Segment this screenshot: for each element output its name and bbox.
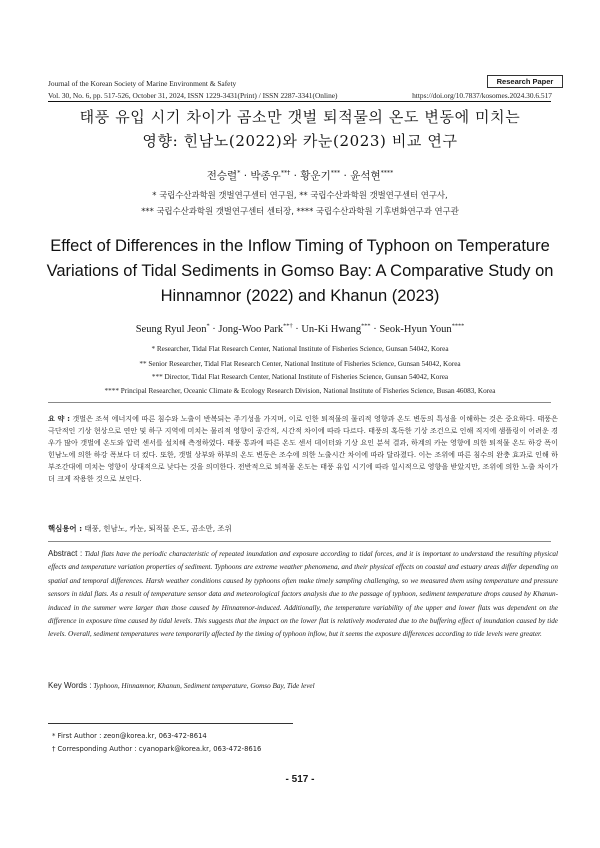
korean-title-line-1: 태풍 유입 시기 차이가 곰소만 갯벌 퇴적물의 온도 변동에 미치는 — [79, 108, 521, 126]
doi-link[interactable]: https://doi.org/10.7837/kosomes.2024.30.6.517 — [412, 91, 552, 100]
korean-authors: 전승렬* · 박종우**† · 황운기*** · 윤석현**** — [206, 169, 394, 182]
korean-abstract-text: 갯벌은 조석 에너지에 따른 침수와 노출이 반복되는 주기성을 가지며, 이로 인한 퇴적물의 물리적 영향과 온도 변동의 특성을 이해하는 것은 중요하다. 태풍은 극단적인 기상 현상으로 연안 및 하구 지역에 미치는 물리적 영향이 공간적, 시간적 차이에 따라 다르다. 태풍의 혹독한 기상 조건으로 인해 직지에 샘플링이 어려운 경우가 많아 갯벌에 온도와 압력 센서를 설치해 측정하였다. 태풍 통과에 따른 온도 센서 데이터와 기상 요인 분석 결과, 하계의 카눈 영향에 의한 퇴적물 온도 하강 폭이 힌남노에 의한 하강 폭보다 더 컸다. 또한, 갯벌 상부와 하부의 온도 변동은 조수에 의한 노출시간 차이에 따라 달라졌다. 이는 조위에 따른 침수의 완충 효과로 인해 하부조간대에 미치는 영향이 상대적으로 낮다는 것을 의미한다. 전반적으로 퇴적물 온도는 태풍 유입 시기에 따라 일시적으로 영향을 받았지만, 조위에 의한 노출 차이가 더 크게 작용한 것으로 보인다. — [48, 414, 558, 483]
header-rule — [48, 101, 551, 102]
english-title-line-2: Variations of Tidal Sediments in Gomso Bay: A Comparative Study on — [46, 262, 554, 280]
english-authors: Seung Ryul Jeon* · Jong-Woo Park**† · Un-Ki Hwang*** · Seok-Hyun Youn**** — [135, 322, 465, 335]
article-type-badge: Research Paper — [487, 75, 563, 88]
english-abstract — [48, 547, 558, 642]
footnote-rule — [48, 723, 293, 724]
english-affiliation-2: ** Senior Researcher, Tidal Flat Research Center, National Institute of Fisheries Science, Gunsan 54042, Korea — [139, 360, 461, 368]
korean-affiliation-2: *** 국립수산과학원 갯벌연구센터 센터장, **** 국립수산과학원 기후변화연구과 연구관 — [141, 206, 459, 216]
korean-title-line-2: 영향: 힌남노(2022)와 카눈(2023) 비교 연구 — [142, 132, 458, 150]
english-title-line-3: Hinnamnor (2022) and Khanun (2023) — [160, 287, 440, 305]
korean-keywords-label: 핵심용어 : — [48, 524, 83, 533]
abstract-divider — [48, 541, 551, 542]
english-author-1: Seung Ryul Jeon* — [135, 322, 210, 335]
korean-author-1: 전승렬* — [206, 169, 241, 182]
korean-abstract — [48, 413, 558, 484]
english-title-line-1: Effect of Differences in the Inflow Timing of Typhoon on Temperature — [50, 237, 550, 255]
english-affiliation-1: * Researcher, Tidal Flat Research Center, National Institute of Fisheries Science, Gunsan 54042, Korea — [151, 345, 449, 353]
korean-affiliation-1: * 국립수산과학원 갯벌연구센터 연구원, ** 국립수산과학원 갯벌연구센터 연구사, — [152, 190, 448, 200]
korean-author-2: 박종우**† — [250, 169, 291, 182]
english-abstract-label: Abstract : — [48, 549, 83, 558]
korean-keywords — [48, 523, 232, 534]
english-affiliation-4: **** Principal Researcher, Oceanic Climate & Ecology Research Division, National Institute of Fisheries Science, Busan 46083, Korea — [104, 387, 496, 395]
korean-author-4: 윤석현**** — [350, 169, 394, 182]
korean-author-3: 황운기*** — [300, 169, 341, 182]
english-keywords-text: Typhoon, Hinnamnor, Khanun, Sediment temperature, Gomso Bay, Tide level — [93, 682, 315, 690]
korean-abstract-label: 요 약 : — [48, 414, 70, 423]
english-keywords-label: Key Words : — [48, 681, 92, 690]
citation-line: Vol. 30, No. 6, pp. 517-526, October 31, 2024, ISSN 1229-3431(Print) / ISSN 2287-3341(Online) — [48, 91, 338, 100]
english-author-3: Un-Ki Hwang*** — [301, 322, 371, 335]
page-number: - 517 - — [285, 774, 315, 785]
english-abstract-text: Tidal flats have the periodic characteristic of repeated inundation and exposure according to tidal forces, and it is important to understand the resulting physical effects and temperature variation properties of sediment. Typhoons are extreme weather phenomena, and their physical effects on coastal and estuary areas differ depending on spatial and temporal differences. Harsh weather conditions caused by typhoons often make timely sampling challenging, so we measured them using temperature and pressure sensors in tidal flats. As a result of temperature sensor data and meteorological factors analysis due to the passage of typhoon, sediment temperature drops caused by Khanun-induced in the summer were larger than those caused by Hinnamnor-induced. Additionally, the temperature variability of the upper and lower flats was dependent on the difference in exposure time caused by tidal levels. This suggests that the impact on the lower flat is relatively moderated due to the buffering effect of inundation caused by tide levels. Overall, sediment temperatures were temporarily affected by the timing of typhoon inflow, but it seems the exposure differences according to tide levels were greater. — [48, 550, 558, 639]
english-author-4: Seok-Hyun Youn**** — [379, 322, 465, 335]
english-affiliation-3: *** Director, Tidal Flat Research Center, National Institute of Fisheries Science, Gunsan 54042, Korea — [151, 373, 449, 381]
first-author-footnote: * First Author : zeon@korea.kr, 063-472-8614 — [52, 732, 207, 740]
corresponding-author-footnote: † Corresponding Author : cyanopark@korea.kr, 063-472-8616 — [52, 745, 262, 753]
english-keywords — [48, 681, 315, 690]
journal-name: Journal of the Korean Society of Marine Environment & Safety — [48, 79, 237, 88]
section-divider — [48, 402, 551, 403]
english-author-2: Jong-Woo Park**† — [218, 322, 293, 335]
korean-keywords-text: 태풍, 힌남노, 카눈, 퇴적물 온도, 곰소만, 조위 — [84, 524, 232, 533]
